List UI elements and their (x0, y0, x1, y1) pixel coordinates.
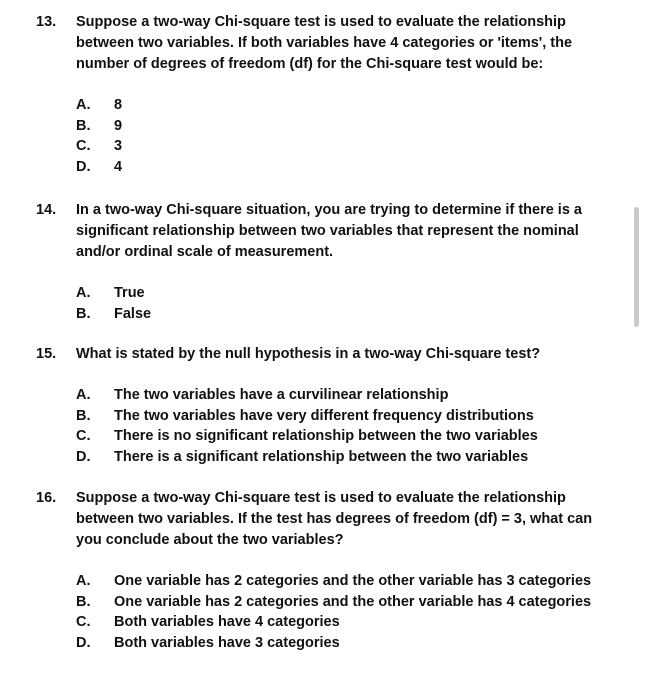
question-text: Suppose a two-way Chi-square test is used to evaluate the relationship between two variables. If the test has degrees of freedom (df) = 3, what can you conclude about the two variables? (76, 490, 593, 548)
option-d[interactable] (76, 633, 611, 654)
question-header (36, 344, 611, 365)
option-letter: D. (76, 634, 91, 651)
question-text: In a two-way Chi-square situation, you are trying to determine if there is a significant relationship between two variables that represent the nominal and/or ordinal scale of measurement. (76, 202, 582, 260)
option-a[interactable] (76, 571, 611, 592)
option-text: The two variables have very different frequency distributions (114, 407, 534, 424)
option-c[interactable] (76, 426, 611, 447)
question-16 (36, 488, 611, 653)
question-header (36, 488, 611, 551)
option-a[interactable] (76, 283, 611, 304)
question-number: 14. (36, 202, 57, 218)
option-list (76, 385, 611, 467)
option-b[interactable] (76, 116, 611, 137)
option-letter: C. (76, 138, 91, 154)
question-14 (36, 200, 611, 324)
option-text: True (114, 285, 145, 301)
option-c[interactable] (76, 136, 611, 157)
question-header (36, 12, 611, 75)
question-text: What is stated by the null hypothesis in a two-way Chi-square test? (76, 346, 541, 362)
option-text: One variable has 2 categories and the other variable has 4 categories (114, 593, 592, 610)
option-letter: A. (76, 285, 91, 301)
option-a[interactable] (76, 95, 611, 116)
question-header (36, 200, 611, 263)
option-text: 9 (114, 117, 123, 134)
option-text: One variable has 2 categories and the other variable has 3 categories (114, 573, 592, 589)
option-text: The two variables have a curvilinear relationship (114, 387, 449, 403)
question-15 (36, 344, 611, 467)
option-text: Both variables have 4 categories (114, 614, 340, 630)
option-letter: B. (76, 117, 91, 134)
question-number: 13. (36, 14, 57, 30)
option-letter: B. (76, 593, 91, 610)
option-text: There is a significant relationship between the two variables (114, 448, 529, 465)
option-text: 8 (114, 97, 123, 113)
question-13 (36, 12, 611, 177)
option-b[interactable] (76, 304, 611, 325)
option-b[interactable] (76, 406, 611, 427)
option-b[interactable] (76, 592, 611, 613)
option-letter: A. (76, 387, 91, 403)
option-letter: A. (76, 97, 91, 113)
option-c[interactable] (76, 612, 611, 633)
option-letter: D. (76, 158, 91, 175)
option-letter: C. (76, 614, 91, 630)
option-letter: B. (76, 407, 91, 424)
option-list (76, 571, 611, 653)
option-a[interactable] (76, 385, 611, 406)
option-letter: D. (76, 448, 91, 465)
option-d[interactable] (76, 447, 611, 468)
option-letter: A. (76, 573, 91, 589)
option-list (76, 283, 611, 324)
question-number: 16. (36, 490, 57, 506)
option-letter: C. (76, 428, 91, 444)
question-text: Suppose a two-way Chi-square test is used to evaluate the relationship between two variables. If both variables have 4 categories or 'items', the number of degrees of freedom (df) for the Chi-square test would be: (76, 14, 573, 72)
vertical-scrollbar[interactable] (634, 207, 639, 327)
option-d[interactable] (76, 157, 611, 178)
option-text: Both variables have 3 categories (114, 634, 340, 651)
option-text: 4 (114, 158, 123, 175)
option-text: 3 (114, 138, 123, 154)
option-list (76, 95, 611, 177)
question-number: 15. (36, 346, 57, 362)
option-text: False (114, 305, 152, 322)
option-letter: B. (76, 305, 91, 322)
option-text: There is no significant relationship between the two variables (114, 428, 538, 444)
